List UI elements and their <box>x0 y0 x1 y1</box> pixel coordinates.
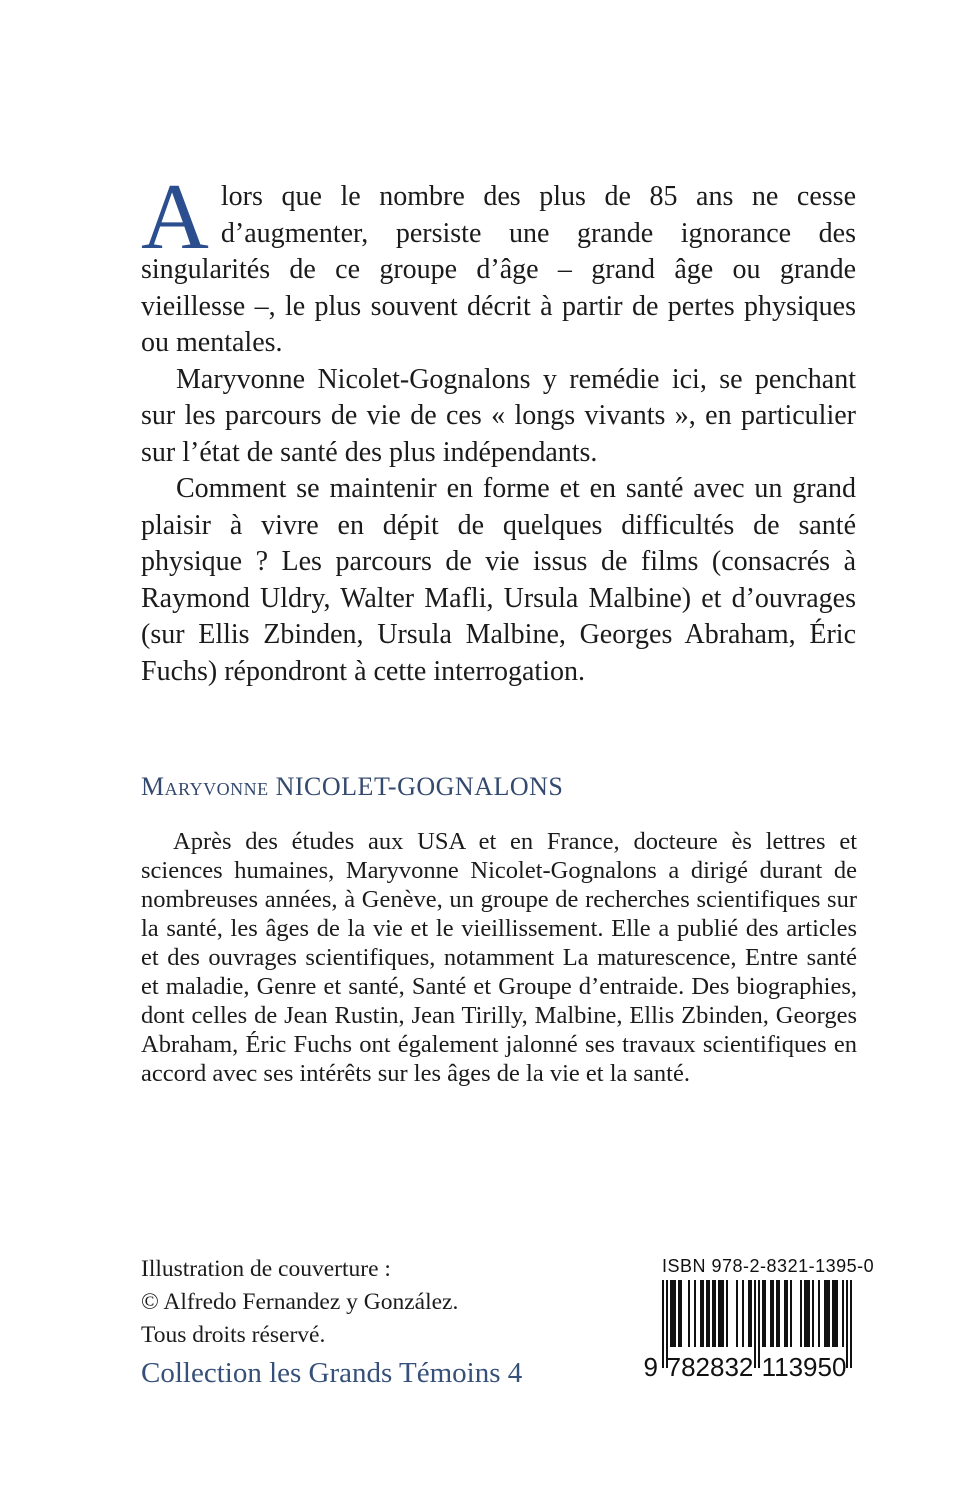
credit-line-3: Tous droits réservé. <box>141 1322 326 1348</box>
author-bio-text: Après des études aux USA et en France, docteure ès lettres et sciences humaines, Maryvonne Nicolet-Gognalons a dirigé durant de nombreuses années, à Genève, un groupe de recherches scientifiques sur la santé, les âges de la vie et le vieillissement. Elle a publié des articles et des ouvrages scientifiques, notamment La maturescence, Entre santé et maladie, Genre et santé, Santé et Groupe d’entraide. Des biographies, dont celles de Jean Rustin, Jean Tirilly, Malbine, Ellis Zbinden, Georges Abraham, Éric Fuchs ont également jalonné ses travaux scientifiques en accord avec ses intérêts sur les âges de la vie et la santé. <box>141 828 857 1087</box>
author-name-heading <box>141 772 563 802</box>
drop-cap-letter: A <box>141 165 209 269</box>
credit-line-2: © Alfredo Fernandez y González. <box>141 1289 459 1315</box>
isbn-block <box>638 1255 875 1387</box>
svg-text:113950: 113950 <box>761 1352 847 1382</box>
svg-text:782832: 782832 <box>666 1352 754 1382</box>
synopsis-paragraph-2: Maryvonne Nicolet-Gognalons y remédie ici, se penchant sur les parcours de vie de ces « longs vivants », en particulier sur l’état de santé des plus indépendants. <box>141 363 856 468</box>
svg-text:9: 9 <box>643 1352 658 1382</box>
credit-line-1: Illustration de couverture : <box>141 1256 391 1282</box>
collection-label: Collection les Grands Témoins 4 <box>141 1357 523 1389</box>
author-first-name: Maryvonne <box>141 772 269 801</box>
ean13-barcode <box>638 1280 854 1382</box>
synopsis-paragraph-1 <box>141 165 856 362</box>
author-last-name: NICOLET-GOGNALONS <box>275 772 564 801</box>
synopsis-paragraph-1-text: lors que le nombre des plus de 85 ans ne cesse d’augmenter, persiste une grande ignorance des singularités de ce groupe d’âge – grand âge ou grande vieillesse –, le plus souvent décrit à partir de pertes physiques ou mentales. <box>141 181 856 358</box>
cover-credits <box>141 1253 458 1352</box>
synopsis-paragraph-3: Comment se maintenir en forme et en santé avec un grand plaisir à vivre en dépit de quelques difficultés de santé physique ? Les parcours de vie issus de films (consacrés à Raymond Uldry, Walter Mafli, Ursula Malbine) et d’ouvrages (sur Ellis Zbinden, Ursula Malbine, Georges Abraham, Éric Fuchs) répondront à cette interrogation. <box>141 473 856 687</box>
isbn-label: ISBN 978-2-8321-1395-0 <box>662 1256 875 1276</box>
author-bio <box>141 827 857 1088</box>
synopsis <box>141 165 856 690</box>
